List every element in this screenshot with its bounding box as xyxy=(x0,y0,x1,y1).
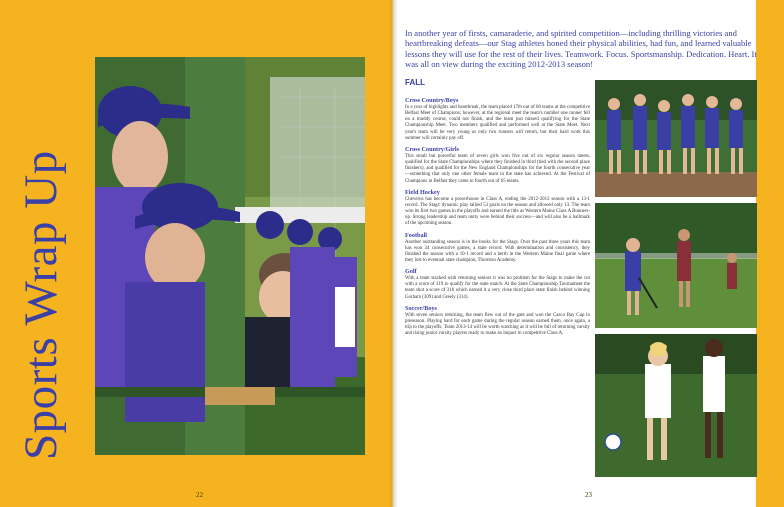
soccer-illustration xyxy=(595,334,757,477)
cross-country-girls-photo xyxy=(595,80,757,197)
field-hockey-photo xyxy=(595,203,757,328)
section-golf xyxy=(405,268,590,301)
section-title: Cross Country/Girls xyxy=(405,145,460,153)
section-body: In a year of highlights and heartbreak, the team placed 17th out of 60 teams at the competitive Belfast Meet of Champions; however, at the regional meet the team's number one runner fell on a muddy course, could not finish, and the team just missed qualifying for the State Championship Meet. Two members qualified and performed well at the State Meet. Next year's team will be very young as only two runners will return, but their hard work this summer will certainly pay off. xyxy=(405,105,590,141)
section-title: Cross Country/Boys xyxy=(405,97,459,104)
page-number: 23 xyxy=(585,491,592,499)
section-title: Soccer/Boys xyxy=(405,304,437,312)
section-body: With seven seniors returning, the team flew out of the gate and won the Casco Bay Cup in preseason. Playing hard for each game during the regular season earned them, once again, a trip to the playoffs. Team 2013-14 will be worth watching as it will be full of returning varsity and rising junior varsity players ready to make an impact in competitive Class A. xyxy=(405,312,590,337)
section-title: Golf xyxy=(405,268,417,276)
section-body: Cheverus has become a powerhouse in Class A, ending the 2012-2013 season with a 13-1 record. The Stags' dynamic play tallied 53 goals on the season and allowed only 13. The team won its first two games in the playoffs and earned the title as Western Maine Class A Runners-up. Strong leadership and team unity were behind their success—and will also be a hallmark of the upcoming season. xyxy=(405,196,590,227)
section-football xyxy=(405,232,590,265)
runners-illustration xyxy=(595,80,757,197)
baseball-dugout-illustration xyxy=(95,57,365,455)
field-hockey-illustration xyxy=(595,203,757,328)
page-title: Sports Wrap Up xyxy=(15,150,67,460)
section-body: Another outstanding season is in the books for the Stags. Over the past three years this team has won 34 consecutive games, a state record. With determination and consistency, they finished the season with a 10-1 record and a berth in the Western Maine final game where they lost to eventual state champion, Thornton Academy. xyxy=(405,239,590,263)
season-heading: FALL xyxy=(405,78,425,87)
section-body: This small but powerful team of seven girls won five out of six regular season meets, qualified for the State Championships where they finished in third (tied with the second place finishers), and qualified for the New England Championships for the fourth consecutive year—something that only one other female team in the state has achieved. At the Festival of Champions in Belfast they came in fourth out of 65 teams. xyxy=(405,153,590,184)
section-field-hockey xyxy=(405,189,590,228)
gold-edge-stripe xyxy=(756,0,784,507)
right-page xyxy=(397,0,784,507)
section-cross-country-boys xyxy=(405,97,590,142)
baseball-dugout-photo xyxy=(95,57,365,455)
section-soccer-boys xyxy=(405,305,590,338)
section-title: Field Hockey xyxy=(405,188,440,196)
section-body: With a team stacked with returning seniors it was no problem for the Stags to make the cut with a score of 319 to qualify for the state match. At the State Championship Tournament the team shot a score of 316 which earned it a very close third place state finish behind winning Gorham (309) and Greely (314). xyxy=(405,276,590,300)
section-cross-country-girls xyxy=(405,146,590,185)
articles-column xyxy=(405,78,590,337)
soccer-photo xyxy=(595,334,757,477)
page-number: 22 xyxy=(196,491,203,499)
intro-paragraph: In another year of firsts, camaraderie, and spirited competition—including thrilling victories and heartbreaking defeats—our Stag athletes honed their physical abilities, had fun, and learned valuable lessons they will use for the rest of their lives. Teamwork. Focus. Sportsmanship. Dedication. Heart. It was all on view during the exciting 2012-2013 season! xyxy=(405,28,757,70)
section-title: Football xyxy=(405,231,428,239)
